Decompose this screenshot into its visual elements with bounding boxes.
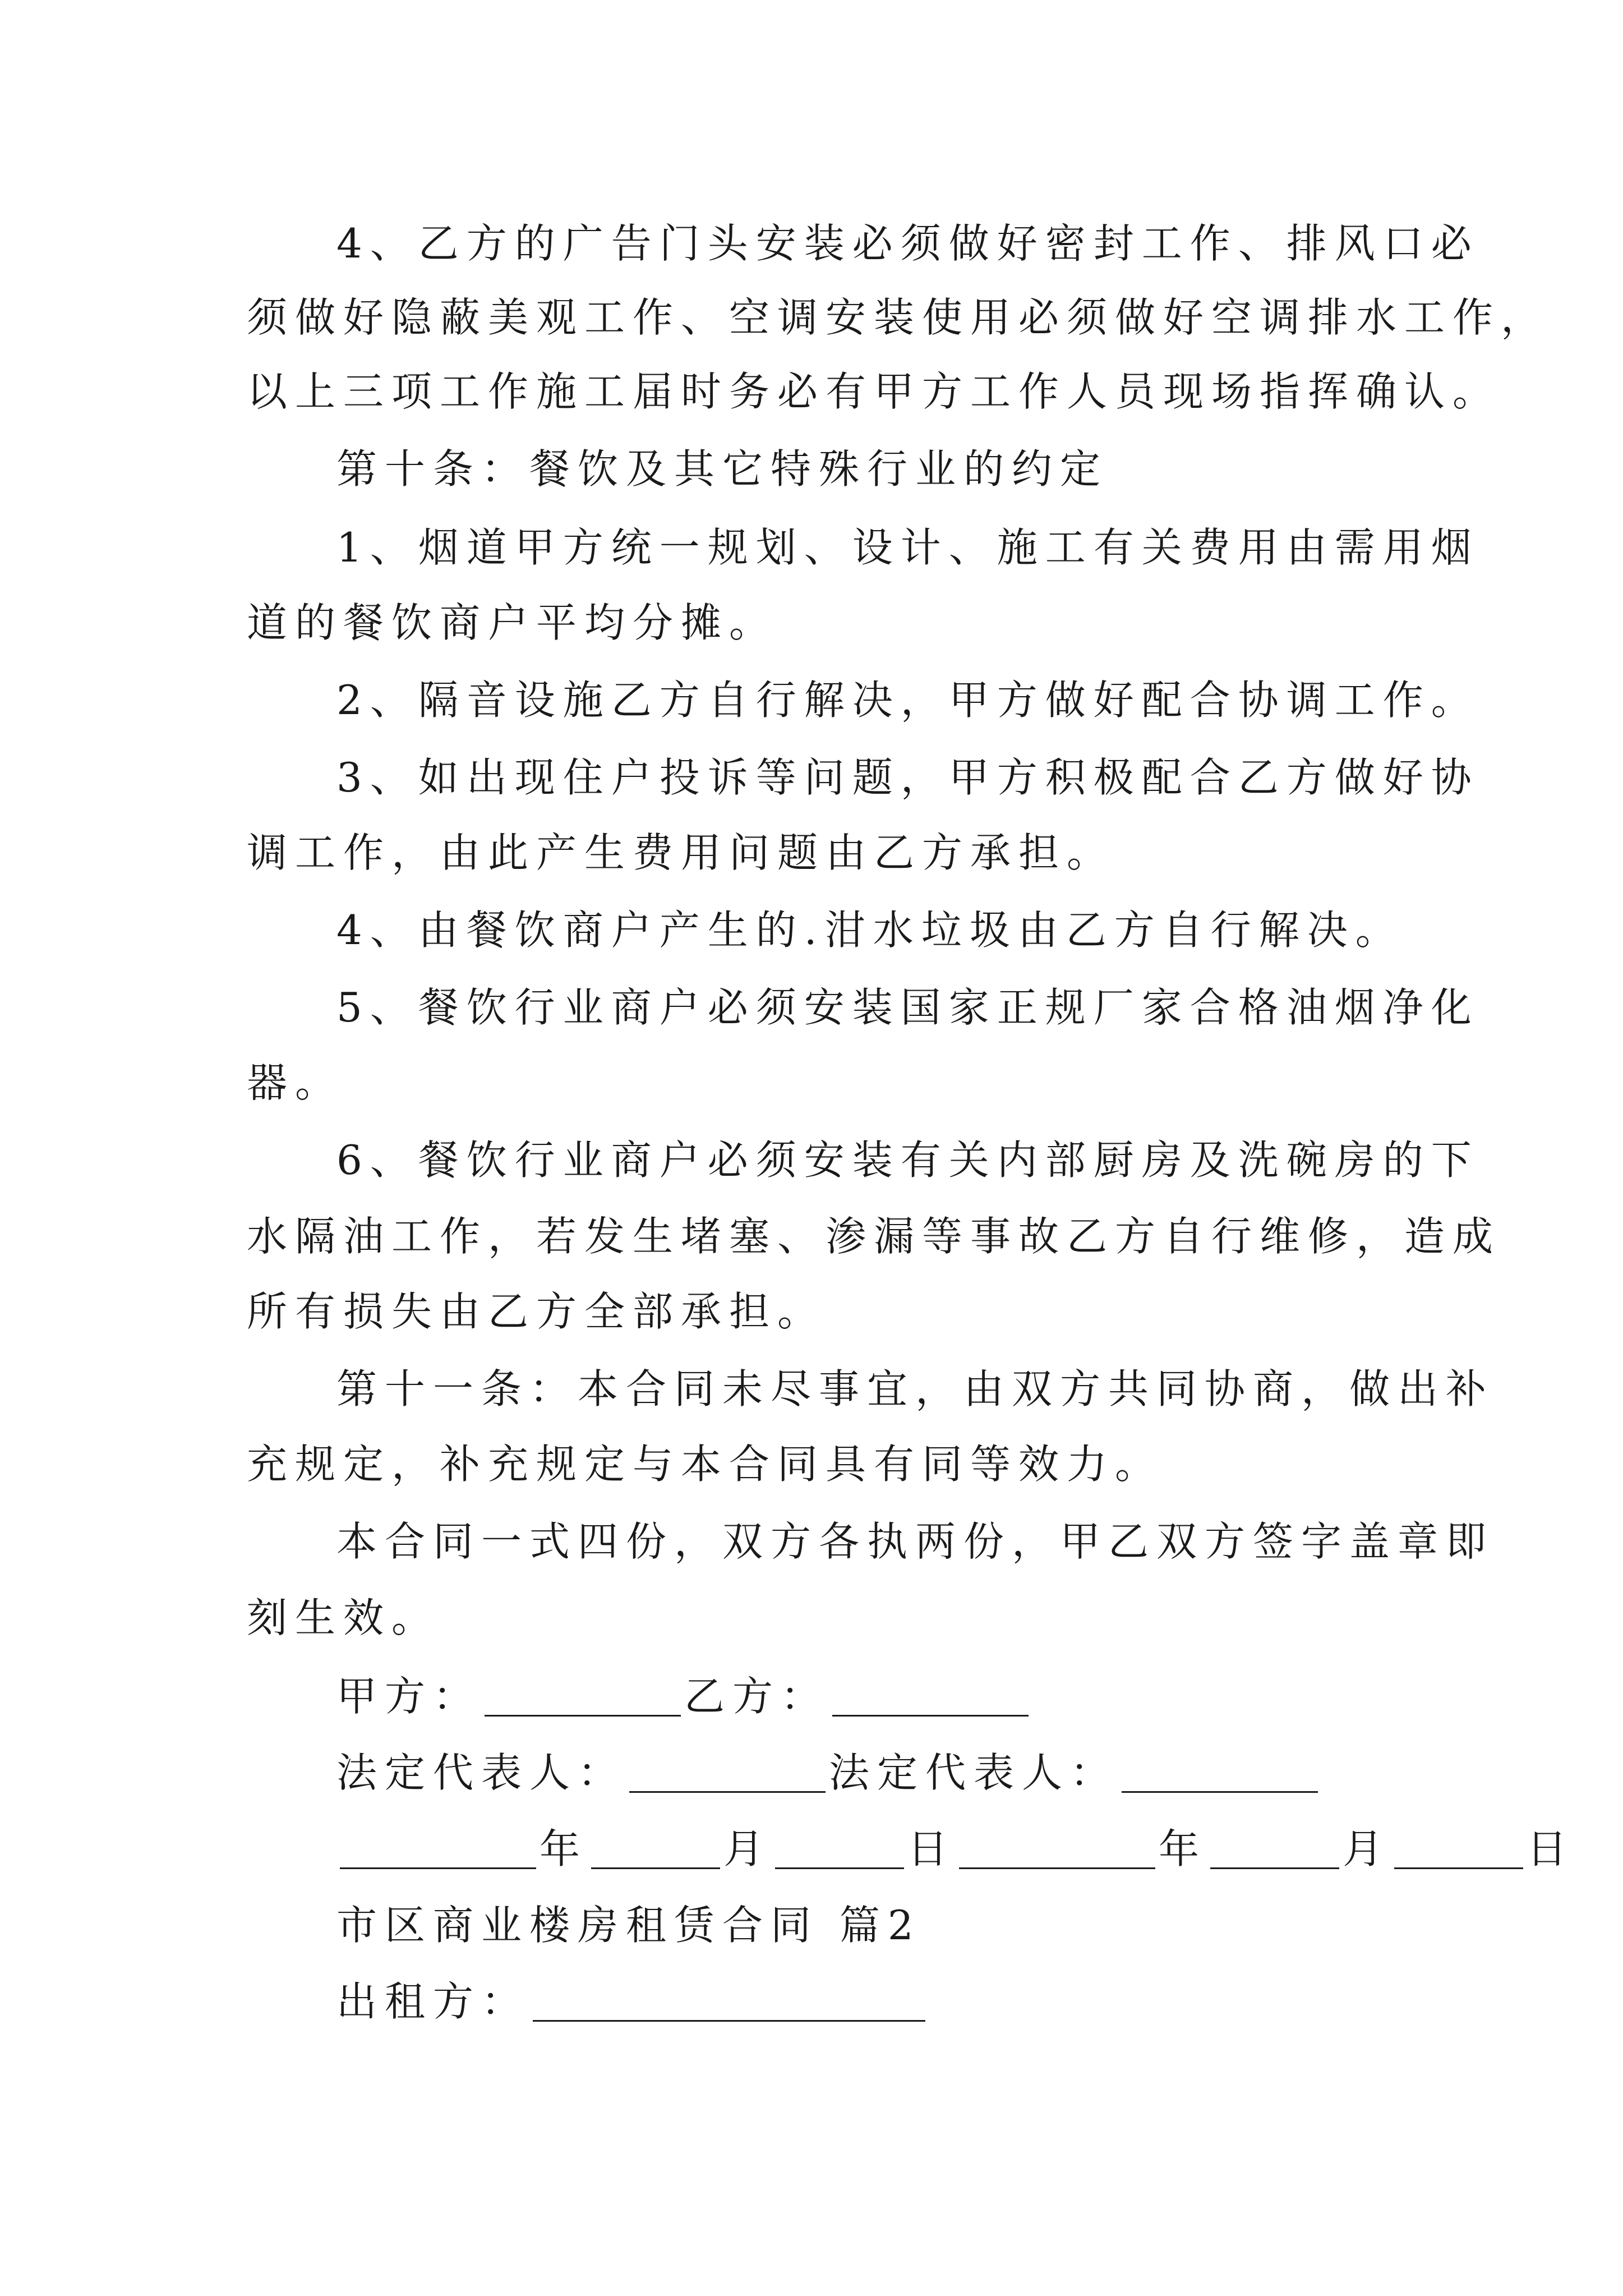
day-b-label: 日 [1527,1825,1575,1872]
paragraph-line: 水隔油工作，若发生堵塞、渗漏等事故乙方自行维修，造成 [247,1213,1501,1260]
year-a-blank[interactable] [340,1834,536,1869]
year-a-label: 年 [540,1825,588,1872]
party-a-label: 甲方： [336,1673,482,1720]
paragraph-line: 4、由餐饮商户产生的.泔水垃圾由乙方自行解决。 [336,907,1404,954]
section-heading: 第十条：餐饮及其它特殊行业的约定 [336,445,1109,493]
party-b-label: 乙方： [684,1673,829,1720]
lessor-label: 出租方： [336,1978,530,2025]
party-a-blank[interactable] [485,1681,681,1717]
month-b-label: 月 [1343,1825,1391,1872]
paragraph-line: 以上三项工作施工届时务必有甲方工作人员现场指挥确认。 [247,368,1501,415]
month-a-blank[interactable] [591,1834,720,1869]
paragraph-line: 3、如出现住户投诉等问题，甲方积极配合乙方做好协 [336,754,1479,801]
party-signature-row [336,1673,1032,1720]
paragraph-line: 充规定，补充规定与本合同具有同等效力。 [247,1441,1164,1488]
paragraph-line: 须做好隐蔽美观工作、空调安装使用必须做好空调排水工作， [247,294,1550,341]
lessor-blank[interactable] [533,1986,925,2022]
legal-rep-row [336,1749,1321,1796]
rep-b-blank[interactable] [1122,1757,1318,1793]
section-heading: 第十一条：本合同未尽事宜，由双方共同协商，做出补 [336,1365,1495,1412]
paragraph-line: 1、烟道甲方统一规划、设计、施工有关费用由需用烟 [336,524,1479,571]
year-b-label: 年 [1159,1825,1207,1872]
paragraph-line: 所有损失由乙方全部承担。 [247,1288,826,1335]
paragraph-line: 器。 [247,1059,344,1106]
year-b-blank[interactable] [959,1834,1155,1869]
day-a-label: 日 [907,1825,956,1872]
rep-a-blank[interactable] [629,1757,826,1793]
paragraph-line: 6、餐饮行业商户必须安装有关内部厨房及洗碗房的下 [336,1137,1479,1184]
paragraph-line: 道的餐饮商户平均分摊。 [247,599,778,646]
month-a-label: 月 [723,1825,772,1872]
month-b-blank[interactable] [1210,1834,1339,1869]
date-row [336,1825,1575,1872]
paragraph-line: 2、隔音设施乙方自行解决，甲方做好配合协调工作。 [336,677,1479,724]
day-b-blank[interactable] [1394,1834,1523,1869]
lessor-row [336,1978,929,2025]
paragraph-line: 刻生效。 [247,1594,440,1641]
party-b-blank[interactable] [832,1681,1029,1717]
day-a-blank[interactable] [775,1834,904,1869]
next-contract-title: 市区商业楼房租赁合同 篇2 [336,1902,921,1949]
paragraph-line: 调工作，由此产生费用问题由乙方承担。 [247,829,1115,876]
paragraph-line: 4、乙方的广告门头安装必须做好密封工作、排风口必 [336,220,1479,267]
paragraph-line: 本合同一式四份，双方各执两份，甲乙双方签字盖章即 [336,1518,1495,1565]
paragraph-line: 5、餐饮行业商户必须安装国家正规厂家合格油烟净化 [336,984,1479,1031]
rep-b-label: 法定代表人： [829,1749,1119,1796]
rep-a-label: 法定代表人： [336,1749,626,1796]
